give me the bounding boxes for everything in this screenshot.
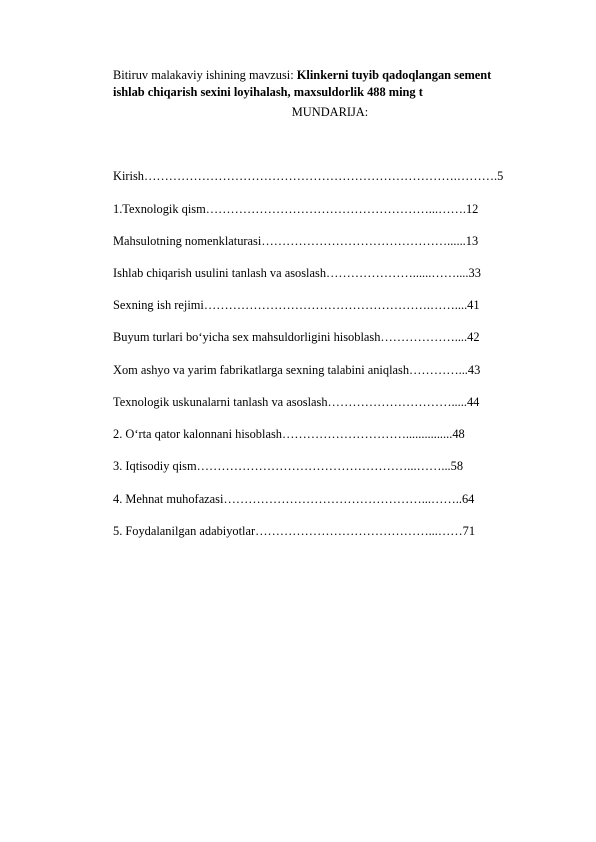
thesis-intro: Bitiruv malakaviy ishining mavzusi: [113,68,297,82]
toc-entry-work-regime: Sexning ish rejimi……………………………………………….……....41 [113,298,480,312]
toc-entry-column-calc: 2. O‘rta qator kalonnani hisoblash…………………………...............48 [113,427,465,441]
toc-entry-raw-materials: Xom ashyo va yarim fabrikatlarga sexning talabini aniqlash…………...43 [113,363,481,377]
toc-entry-references: 5. Foydalanilgan adabiyotlar……………………………………...……71 [113,524,476,538]
contents-heading: MUNDARIJA: [291,105,369,119]
thesis-topic-line2: ishlab chiqarish sexini loyihalash, maxsuldorlik 488 ming t [113,85,423,99]
toc-entry-technology: 1.Texnologik qism………………………………………………...…….12 [113,202,479,216]
toc-entry-productivity: Buyum turlari bo‘yicha sex mahsuldorligini hisoblash………………....42 [113,330,480,344]
toc-entry-production-method: Ishlab chiqarish usulini tanlash va asoslash…………………......……....33 [113,266,481,280]
toc-entry-equipment: Texnologik uskunalarni tanlash va asoslash………………………….....44 [113,395,480,409]
toc-entry-economics: 3. Iqtisodiy qism……………………………………………...……...58 [113,459,464,473]
toc-entry-intro: Kirish………………………………………………………………….……….5 [113,169,504,183]
thesis-topic-line1: Klinkerni tuyib qadoqlangan sement [296,68,492,82]
thesis-title [113,67,563,101]
toc-entry-nomenclature: Mahsulotning nomenklaturasi………………………………………......13 [113,234,479,248]
toc-entry-labor-safety: 4. Mehnat muhofazasi…………………………………………...……..64 [113,492,475,506]
